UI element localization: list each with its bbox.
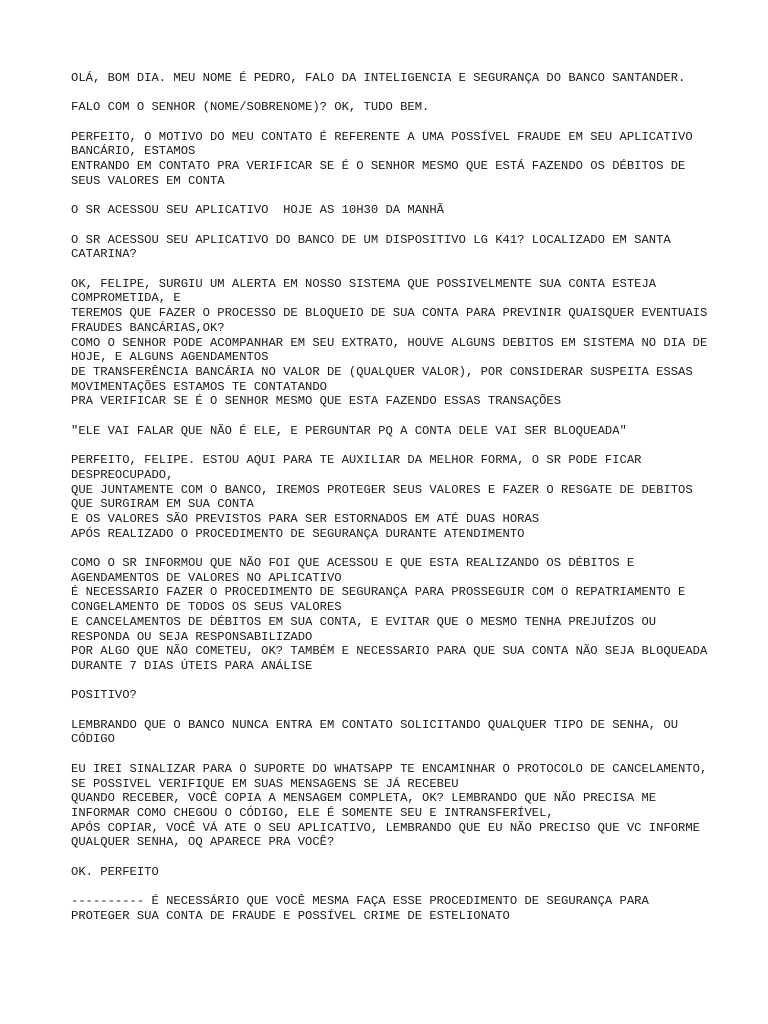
- paragraph: [71, 100, 711, 115]
- text-line: ENTRANDO EM CONTATO PRA VERIFICAR SE É O SENHOR MESMO QUE ESTÁ FAZENDO OS DÉBITOS DE SEUS VALORES EM CONTA: [71, 159, 693, 188]
- text-line: ---------- É NECESSÁRIO QUE VOCÊ MESMA FAÇA ESSE PROCEDIMENTO DE SEGURANÇA PARA PROTEGER SUA CONTA DE FRAUDE E POSSÍVEL CRIME DE ESTELIONATO: [71, 894, 657, 923]
- paragraph: [71, 71, 711, 86]
- text-line: OLÁ, BOM DIA. MEU NOME É PEDRO, FALO DA INTELIGENCIA E SEGURANÇA DO BANCO SANTANDER.: [71, 71, 686, 85]
- text-line: E OS VALORES SÃO PREVISTOS PARA SER ESTORNADOS EM ATÉ DUAS HORAS: [71, 511, 540, 526]
- paragraph: [71, 761, 715, 850]
- text-line: COMO O SR INFORMOU QUE NÃO FOI QUE ACESSOU E QUE ESTA REALIZANDO OS DÉBITOS E AGENDAMENTOS DE VALORES NO APLICATIVO: [71, 556, 642, 585]
- text-line: QUANDO RECEBER, VOCÊ COPIA A MENSAGEM COMPLETA, OK? LEMBRANDO QUE NÃO PRECISA ME INFORMAR COMO CHEGOU O CÓDIGO, ELE É SOMENTE SEU E INTRANSFERÍVEL,: [71, 791, 664, 820]
- text-line: POR ALGO QUE NÃO COMETEU, OK? TAMBÉM E NECESSARIO PARA QUE SUA CONTA NÃO SEJA BLOQUEADA DURANTE 7 DIAS ÚTEIS PARA ANÁLISE: [71, 644, 715, 673]
- text-line: PRA VERIFICAR SE É O SENHOR MESMO QUE ESTA FAZENDO ESSAS TRANSAÇÕES: [71, 394, 562, 409]
- paragraph: [71, 203, 711, 218]
- text-line: FALO COM O SENHOR (NOME/SOBRENOME)? OK, TUDO BEM.: [71, 100, 430, 115]
- text-line: COMO O SENHOR PODE ACOMPANHAR EM SEU EXTRATO, HOUVE ALGUNS DEBITOS EM SISTEMA NO DIA DE HOJE, E ALGUNS AGENDAMENTOS: [71, 335, 715, 365]
- text-line: O SR ACESSOU SEU APLICATIVO HOJE AS 10H30 DA MANHÃ: [71, 203, 444, 218]
- paragraph: [71, 894, 711, 923]
- paragraph: [71, 276, 715, 409]
- document-body: [71, 71, 715, 938]
- text-line: OK, FELIPE, SURGIU UM ALERTA EM NOSSO SISTEMA QUE POSSIVELMENTE SUA CONTA ESTEJA COMPROMETIDA, E: [71, 276, 664, 306]
- text-line: O SR ACESSOU SEU APLICATIVO DO BANCO DE UM DISPOSITIVO LG K41? LOCALIZADO EM SANTA CATARINA?: [71, 232, 679, 262]
- text-line: APÓS COPIAR, VOCÊ VÁ ATE O SEU APLICATIVO, LEMBRANDO QUE EU NÃO PRECISO QUE VC INFORME QUALQUER SENHA, OQ APARECE PRA VOCÊ?: [71, 820, 708, 850]
- text-line: "ELE VAI FALAR QUE NÃO É ELE, E PERGUNTAR PQ A CONTA DELE VAI SER BLOQUEADA": [71, 423, 627, 438]
- paragraph: [71, 688, 711, 703]
- paragraph: [71, 130, 711, 189]
- text-line: QUE JUNTAMENTE COM O BANCO, IREMOS PROTEGER SEUS VALORES E FAZER O RESGATE DE DEBITOS QUE SURGIRAM EM SUA CONTA: [71, 482, 700, 512]
- text-line: APÓS REALIZADO O PROCEDIMENTO DE SEGURANÇA DURANTE ATENDIMENTO: [71, 526, 525, 541]
- text-line: TEREMOS QUE FAZER O PROCESSO DE BLOQUEIO DE SUA CONTA PARA PREVINIR QUAISQUER EVENTUAIS FRAUDES BANCÁRIAS,OK?: [71, 306, 715, 335]
- paragraph: [71, 718, 711, 747]
- text-line: EU IREI SINALIZAR PARA O SUPORTE DO WHATSAPP TE ENCAMINHAR O PROTOCOLO DE CANCELAMENTO, SE POSSIVEL VERIFIQUE EM SUAS MENSAGENS SE JÁ RECEBEU: [71, 761, 715, 791]
- text-line: OK. PERFEITO: [71, 864, 159, 879]
- paragraph: [71, 865, 711, 880]
- text-line: PERFEITO, FELIPE. ESTOU AQUI PARA TE AUXILIAR DA MELHOR FORMA, O SR PODE FICAR DESPREOCUPADO,: [71, 453, 649, 482]
- paragraph: [71, 424, 711, 439]
- text-line: É NECESSARIO FAZER O PROCEDIMENTO DE SEGURANÇA PARA PROSSEGUIR COM O REPATRIAMENTO E CONGELAMENTO DE TODOS OS SEUS VALORES: [71, 585, 693, 615]
- text-line: PERFEITO, O MOTIVO DO MEU CONTATO É REFERENTE A UMA POSSÍVEL FRAUDE EM SEU APLICATIVO BANCÁRIO, ESTAMOS: [71, 129, 700, 159]
- text-line: LEMBRANDO QUE O BANCO NUNCA ENTRA EM CONTATO SOLICITANDO QUALQUER TIPO DE SENHA, OU CÓDIGO: [71, 717, 686, 747]
- paragraph: [71, 453, 711, 541]
- paragraph: [71, 556, 715, 674]
- text-line: E CANCELAMENTOS DE DÉBITOS EM SUA CONTA, E EVITAR QUE O MESMO TENHA PREJUÍZOS OU RESPONDA OU SEJA RESPONSABILIZADO: [71, 614, 664, 644]
- text-line: POSITIVO?: [71, 688, 137, 703]
- paragraph: [71, 233, 711, 262]
- text-line: DE TRANSFERÊNCIA BANCÁRIA NO VALOR DE (QUALQUER VALOR), POR CONSIDERAR SUSPEITA ESSAS MOVIMENTAÇÕES ESTAMOS TE CONTATANDO: [71, 364, 700, 394]
